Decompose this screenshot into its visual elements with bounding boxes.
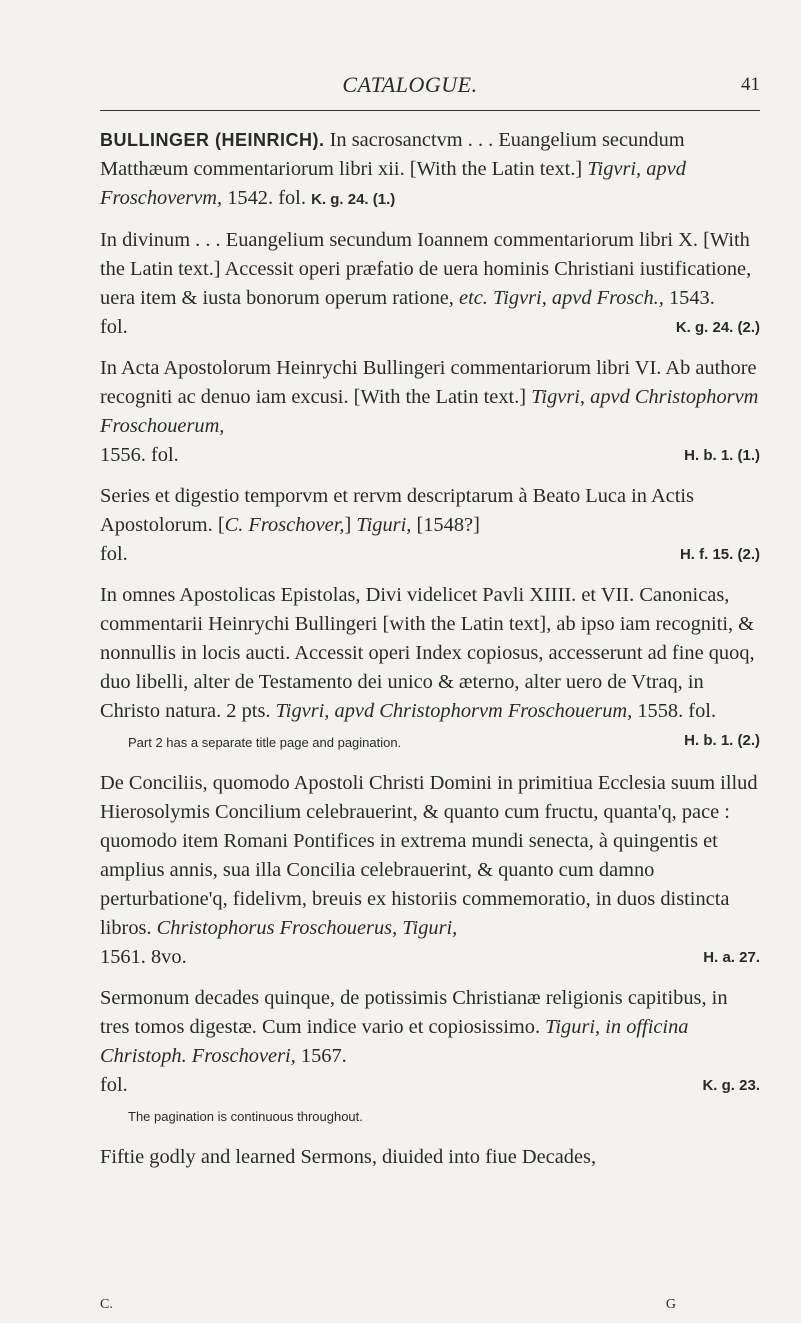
entry-date: [1548?] (411, 514, 480, 536)
catalogue-entry (100, 482, 760, 569)
running-title: CATALOGUE. (342, 72, 478, 97)
entry-imprint: Tiguri, (356, 514, 412, 536)
entry-imprint: Christophorus Froschouerus, Tiguri, (156, 917, 458, 939)
page-header (60, 70, 760, 110)
entry-format: fol. (100, 316, 128, 338)
page-number: 41 (741, 74, 760, 95)
entry-format: fol. (100, 543, 128, 565)
entry-description: Sermonum decades quinque, de potissimis Christianæ religionis capitibus, in tres tomos digestæ. Cum indice vario et copiosissimo. (100, 987, 728, 1038)
entry-date-format: 1558. fol. (632, 700, 717, 722)
shelfmark: K. g. 24. (2.) (675, 319, 760, 336)
entry-description: Fiftie godly and learned Sermons, diuided into fiue Decades, (100, 1146, 597, 1168)
entry-imprint: Tigvri, apvd Froschovervm, (100, 158, 686, 209)
shelfmark: H. b. 1. (1.) (684, 447, 760, 464)
entry-description: De Conciliis, quomodo Apostoli Christi Domini in primitiua Ecclesia suum illud Hierosolymis Concilium celebrauerint, & quanto cum fructu, quanta'q, pace : quomodo item Romani Pontifices in extrema mundi senecta, à quingentis et amplius annis, sua illa Concilia celebrauerint, & quanto cum damno perturbatione'q, fidelivm, breuis ex historiis commemoratio, in duos distincta libros. (100, 772, 758, 939)
catalogue-entry (100, 126, 760, 214)
entry-date-format: 1561. 8vo. (100, 946, 187, 968)
shelfmark: K. g. 24. (1.) (311, 191, 396, 208)
catalogue-entry (100, 769, 760, 972)
page-footer (100, 1297, 676, 1313)
entry-etc: etc. (459, 287, 488, 309)
entry-description: In divinum . . . Euangelium secundum Ioannem commentariorum libri X. [With the Latin text.] Accessit operi præfatio de uera hominis Christiani iustificatione, uera item & iusta bonorum operum ratione, (100, 229, 752, 309)
entry-printer: C. Froschover, (224, 514, 345, 536)
bracket-close: ] (344, 514, 357, 536)
entry-description: In Acta Apostolorum Heinrychi Bullingeri commentariorum libri VI. Ab authore recogniti ac denuo iam excusi. [With the Latin text.] (100, 357, 757, 408)
shelfmark: H. f. 15. (2.) (679, 546, 760, 563)
signature-left: C. (100, 1297, 113, 1312)
entry-description: In sacrosanctvm . . . Euangelium secundum Matthæum commentariorum libri xii. [With the Latin text.] (100, 129, 685, 180)
entry-description: In omnes Apostolicas Epistolas, Divi videlicet Pavli XIIII. et VII. Canonicas, commentarii Heinrychi Bullingeri [with the Latin text], ab ipso iam recogniti, & nonnullis in locis aucti. Accessit operi Index copiosus, accesserunt ad fine quoq, duo libelli, alter de Testamento dei unico & æterno, alter uero de Vtraq, in Christo natura. 2 pts. (100, 584, 755, 722)
header-rule (100, 110, 760, 111)
entry-imprint: Tiguri, in officina Christoph. Froschoveri, (100, 1016, 689, 1067)
entry-description: Series et digestio temporvm et rervm descriptarum à Beato Luca in Actis Apostolorum. [ (100, 485, 694, 536)
entry-format: fol. (100, 1074, 128, 1096)
signature-right: G (665, 1297, 676, 1312)
entry-note: The pagination is continuous throughout. (128, 1109, 363, 1124)
entry-date: 1567. (295, 1045, 347, 1067)
catalogue-entry (100, 984, 760, 1100)
entry-date: 1543. (663, 287, 715, 309)
author-heading: BULLINGER (HEINRICH). (100, 130, 325, 150)
entry-imprint: Tigvri, apvd Christophorvm Froschouerum, (100, 386, 759, 437)
shelfmark: K. g. 23. (702, 1077, 760, 1094)
catalogue-entry (100, 354, 760, 470)
entry-imprint: Tigvri, apvd Frosch., (493, 287, 664, 309)
entry-date-format: 1556. fol. (100, 444, 179, 466)
entry-date-format: 1542. fol. (222, 187, 306, 209)
entry-note: Part 2 has a separate title page and pagination. (128, 735, 402, 750)
catalogue-entry-continued (100, 1143, 760, 1172)
entry-imprint: Tigvri, apvd Christophorvm Froschouerum, (275, 700, 633, 722)
catalogue-body (100, 126, 760, 1172)
catalogue-entry (100, 226, 760, 342)
shelfmark: H. b. 1. (2.) (684, 732, 760, 749)
shelfmark: H. a. 27. (703, 949, 760, 966)
